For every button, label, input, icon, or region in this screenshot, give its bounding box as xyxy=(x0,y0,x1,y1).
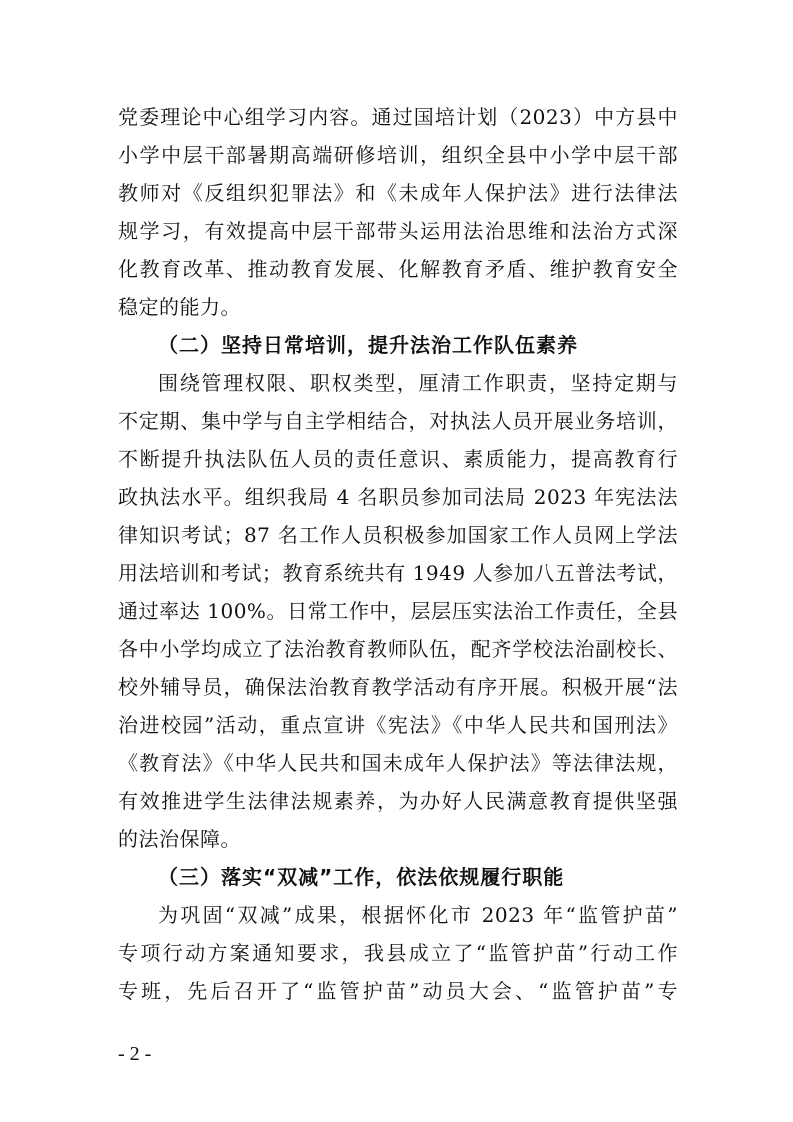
paragraph-line: 围绕管理权限、职权类型，厘清工作职责，坚持定期与 xyxy=(158,371,678,395)
paragraph-line: 有效推进学生法律法规素养，为办好人民满意教育提供坚强 xyxy=(118,789,678,813)
paragraph-line: 政执法水平。组织我局 4 名职员参加司法局 2023 年宪法法 xyxy=(118,485,678,509)
paragraph-line: 用法培训和考试；教育系统共有 1949 人参加八五普法考试， xyxy=(118,561,678,585)
paragraph-line: 的法治保障。 xyxy=(118,827,241,851)
paragraph-line: 专项行动方案通知要求，我县成立了“监管护苗”行动工作 xyxy=(118,941,678,965)
paragraph-line: 律知识考试；87 名工作人员积极参加国家工作人员网上学法 xyxy=(118,523,678,547)
paragraph-line: 规学习，有效提高中层干部带头运用法治思维和法治方式深 xyxy=(118,219,678,243)
paragraph-line: 各中小学均成立了法治教育教师队伍，配齐学校法治副校长、 xyxy=(118,637,678,661)
page-number: - 2 - xyxy=(118,1043,152,1065)
paragraph-line: 不断提升执法队伍人员的责任意识、素质能力，提高教育行 xyxy=(118,447,678,471)
paragraph-line: 通过率达 100%。日常工作中，层层压实法治工作责任，全县 xyxy=(118,599,678,623)
paragraph-line: 小学中层干部暑期高端研修培训，组织全县中小学中层干部 xyxy=(118,143,678,167)
paragraph-line: 化教育改革、推动教育发展、化解教育矛盾、维护教育安全 xyxy=(118,257,678,281)
paragraph-line: 教师对《反组织犯罪法》和《未成年人保护法》进行法律法 xyxy=(118,181,678,205)
section-heading: （三）落实“双减”工作，依法依规履行职能 xyxy=(158,865,565,889)
paragraph-line: 党委理论中心组学习内容。通过国培计划（2023）中方县中 xyxy=(118,105,678,129)
paragraph-line: 治进校园”活动，重点宣讲《宪法》《中华人民共和国刑法》 xyxy=(118,713,678,737)
paragraph-line: 为巩固“双减”成果，根据怀化市 2023 年“监管护苗” xyxy=(158,903,678,927)
paragraph-line: 专班，先后召开了“监管护苗”动员大会、“监管护苗”专 xyxy=(118,979,678,1003)
paragraph-line: 校外辅导员，确保法治教育教学活动有序开展。积极开展“法 xyxy=(118,675,678,699)
section-heading: （二）坚持日常培训，提升法治工作队伍素养 xyxy=(158,333,578,357)
paragraph-line: 《教育法》《中华人民共和国未成年人保护法》等法律法规， xyxy=(118,751,678,775)
paragraph-line: 稳定的能力。 xyxy=(118,295,241,319)
paragraph-line: 不定期、集中学与自主学相结合，对执法人员开展业务培训， xyxy=(118,409,678,433)
